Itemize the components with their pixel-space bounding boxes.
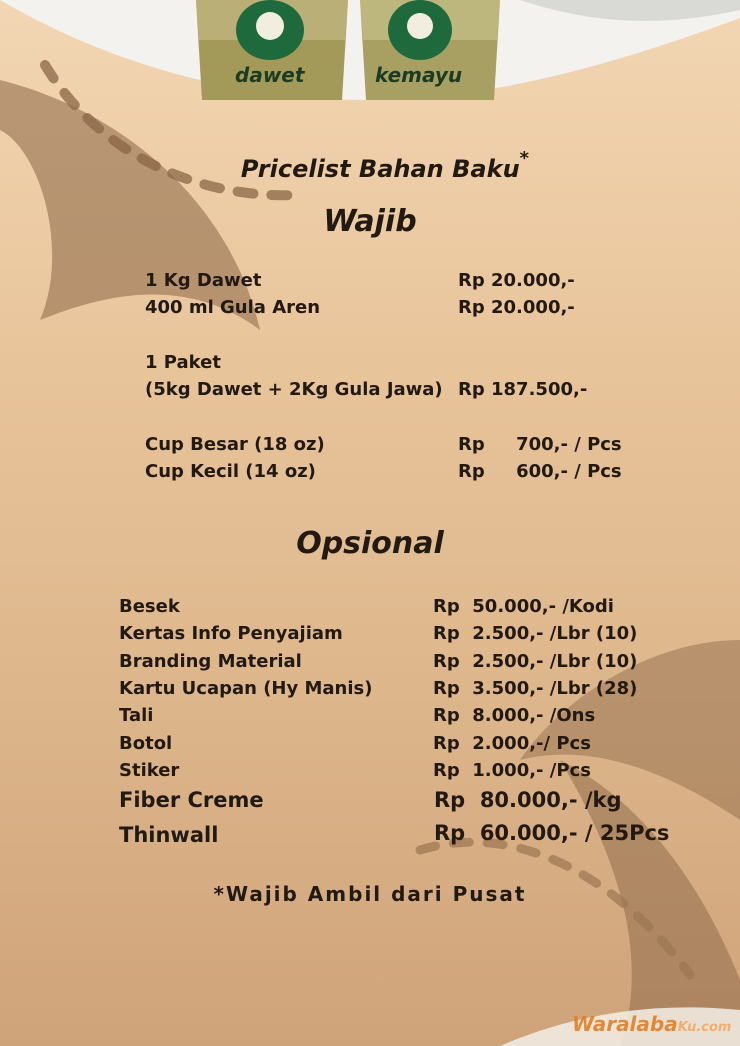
opsional-item-label: Fiber Creme <box>119 788 264 812</box>
wajib-item-label: Cup Besar (18 oz) <box>145 434 325 455</box>
opsional-item-label: Tali <box>119 705 154 726</box>
opsional-item-price: Rp 80.000,- /kg <box>434 788 622 812</box>
wajib-item-label: 1 Kg Dawet <box>145 270 262 291</box>
wajib-item-price: Rp 20.000,- <box>458 297 575 318</box>
footnote: *Wajib Ambil dari Pusat <box>213 882 527 906</box>
wajib-item-label: (5kg Dawet + 2Kg Gula Jawa) <box>145 379 443 400</box>
cup-brand-left: dawet <box>235 63 305 87</box>
opsional-item-price: Rp 8.000,- /Ons <box>433 705 596 726</box>
opsional-item-price: Rp 2.000,-/ Pcs <box>433 733 591 754</box>
wajib-item-label: 1 Paket <box>145 352 221 373</box>
wajib-item-label: Cup Kecil (14 oz) <box>145 461 316 482</box>
opsional-heading: Opsional <box>296 526 444 561</box>
opsional-item-label: Thinwall <box>119 823 219 847</box>
page-title: Pricelist Bahan Baku* <box>240 148 530 183</box>
wajib-item-price: Rp 700,- / Pcs <box>458 434 622 455</box>
watermark-logo: WaralabaKu.com <box>572 1012 732 1036</box>
opsional-item-price: Rp 3.500,- /Lbr (28) <box>433 678 638 699</box>
opsional-item-price: Rp 60.000,- / 25Pcs <box>434 821 670 845</box>
wajib-heading: Wajib <box>323 204 417 239</box>
wajib-item-price: Rp 600,- / Pcs <box>458 461 622 482</box>
opsional-item-price: Rp 2.500,- /Lbr (10) <box>433 623 638 644</box>
opsional-item-price: Rp 2.500,- /Lbr (10) <box>433 651 638 672</box>
title-asterisk: * <box>519 148 530 169</box>
cup-brand-right: kemayu <box>375 63 463 87</box>
wajib-item-price: Rp 20.000,- <box>458 270 575 291</box>
opsional-item-price: Rp 1.000,- /Pcs <box>433 760 591 781</box>
wajib-item-label: 400 ml Gula Aren <box>145 297 321 318</box>
opsional-item-label: Branding Material <box>119 651 302 672</box>
opsional-item-label: Stiker <box>119 760 180 781</box>
opsional-item-price: Rp 50.000,- /Kodi <box>433 596 614 617</box>
opsional-item-label: Kertas Info Penyajiam <box>119 623 343 644</box>
opsional-item-label: Kartu Ucapan (Hy Manis) <box>119 678 373 699</box>
opsional-item-label: Besek <box>119 596 180 617</box>
opsional-item-label: Botol <box>119 733 173 754</box>
wajib-item-price: Rp 187.500,- <box>458 379 588 400</box>
